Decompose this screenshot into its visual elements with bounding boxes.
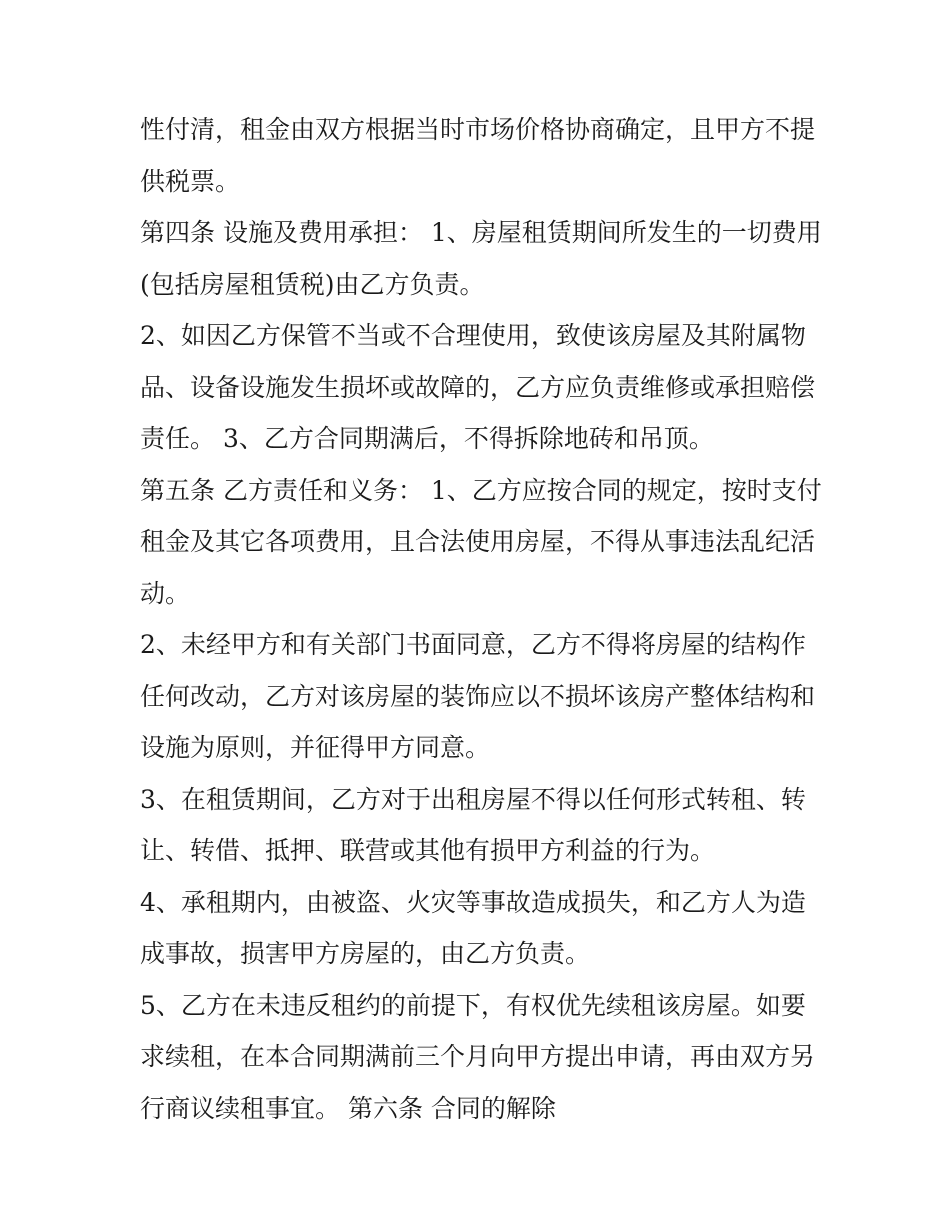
text-line: 5、乙方在未违反租约的前提下，有权优先续租该房屋。如要 [140,990,806,1020]
paragraph-article-5-item-4 [140,877,820,980]
text-line: (包括房屋租赁税)由乙方负责。 [140,269,485,299]
text-line: 行商议续租事宜。 第六条 合同的解除 [140,1093,556,1123]
text-line: 2、如因乙方保管不当或不合理使用，致使该房屋及其附属物 [140,321,806,350]
text-line: 租金及其它各项费用，且合法使用房屋，不得从事违法乱纪活 [140,527,816,556]
text-line: 4、承租期内，由被盗、火灾等事故造成损失，和乙方人为造 [140,887,806,917]
text-line: 任何改动，乙方对该房屋的装饰应以不损坏该房产整体结构和 [140,681,816,711]
paragraph-article-5 [140,465,820,620]
text-line: 成事故，损害甲方房屋的，由乙方负责。 [140,939,591,968]
paragraph-article-5-item-5 [140,980,820,1135]
paragraph-article-5-item-2 [140,619,820,774]
paragraph-article-5-item-3 [140,774,820,877]
text-line: 求续租，在本合同期满前三个月向甲方提出申请，再由双方另 [140,1042,816,1071]
text-line: 性付清，租金由双方根据当时市场价格协商确定，且甲方不提 [140,115,816,144]
paragraph-article-4-item-2 [140,310,820,465]
text-line: 设施为原则，并征得甲方同意。 [140,733,491,762]
text-line: 3、在租赁期间，乙方对于出租房屋不得以任何形式转租、转 [140,784,806,814]
text-line: 让、转借、抵押、联营或其他有损甲方利益的行为。 [140,836,716,865]
text-line: 第四条 设施及费用承担： 1、房屋租赁期间所发生的一切费用 [140,218,822,247]
paragraph-article-4 [140,207,820,310]
paragraph-payment-terms [140,104,820,207]
text-line: 第五条 乙方责任和义务： 1、乙方应按合同的规定，按时支付 [140,475,822,505]
document-body [140,104,820,1134]
text-line: 品、设备设施发生损坏或故障的，乙方应负责维修或承担赔偿 [140,372,816,402]
text-line: 责任。 3、乙方合同期满后，不得拆除地砖和吊顶。 [140,424,714,453]
text-line: 动。 [140,578,191,608]
text-line: 2、未经甲方和有关部门书面同意，乙方不得将房屋的结构作 [140,630,806,659]
text-line: 供税票。 [140,166,241,196]
